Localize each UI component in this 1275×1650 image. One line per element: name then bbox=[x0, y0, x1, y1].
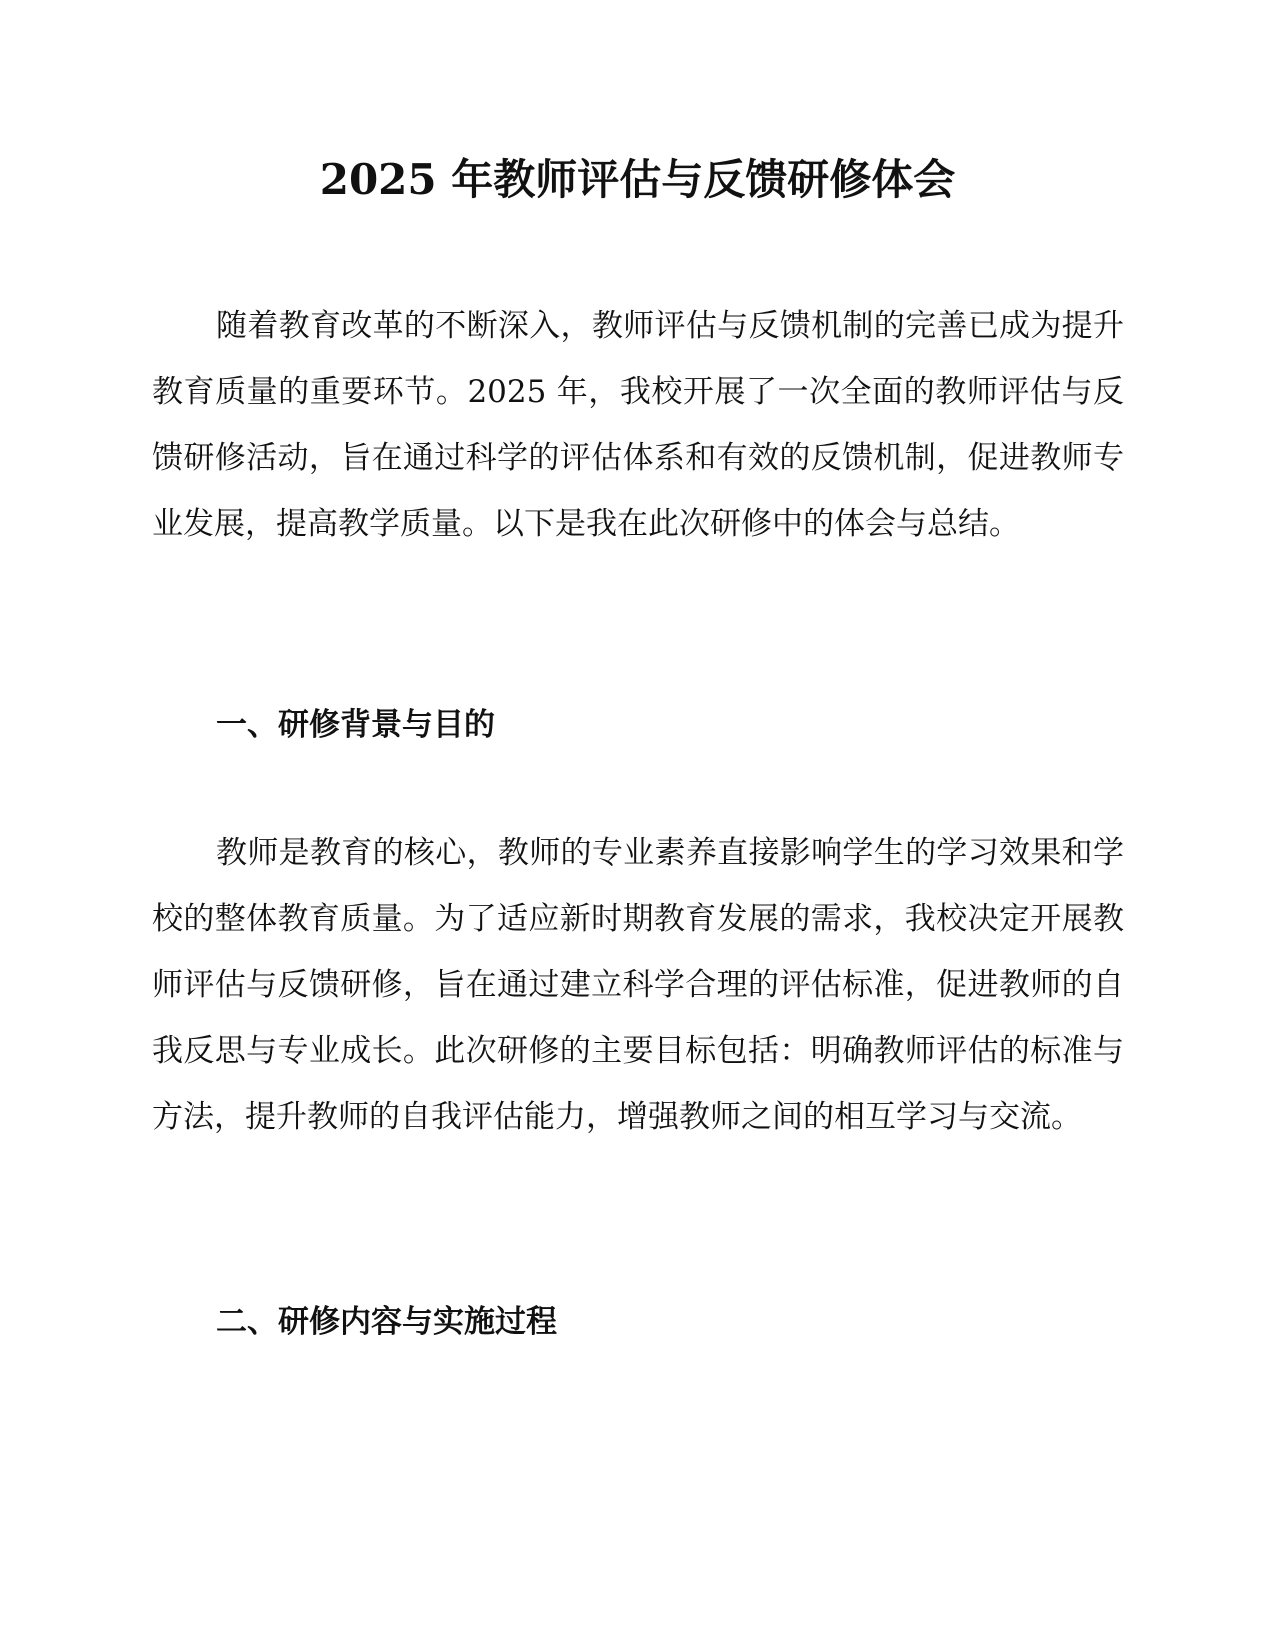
section-body-background: 教师是教育的核心，教师的专业素养直接影响学生的学习效果和学校的整体教育质量。为了适应新时期教育发展的需求，我校决定开展教师评估与反馈研修，旨在通过建立科学合理的评估标准，促进教师的自我反思与专业成长。此次研修的主要目标包括：明确教师评估的标准与方法，提升教师的自我评估能力，增强教师之间的相互学习与交流。 bbox=[152, 835, 1124, 1135]
intro-paragraph: 随着教育改革的不断深入，教师评估与反馈机制的完善已成为提升教育质量的重要环节。2025 年，我校开展了一次全面的教师评估与反馈研修活动，旨在通过科学的评估体系和有效的反馈机制，促进教师专业发展，提高教学质量。以下是我在此次研修中的体会与总结。 bbox=[152, 308, 1124, 542]
section-heading-background: 一、研修背景与目的 bbox=[216, 707, 495, 743]
section-heading-implementation: 二、研修内容与实施过程 bbox=[216, 1304, 557, 1340]
document-title: 2025 年教师评估与反馈研修体会 bbox=[319, 155, 956, 204]
